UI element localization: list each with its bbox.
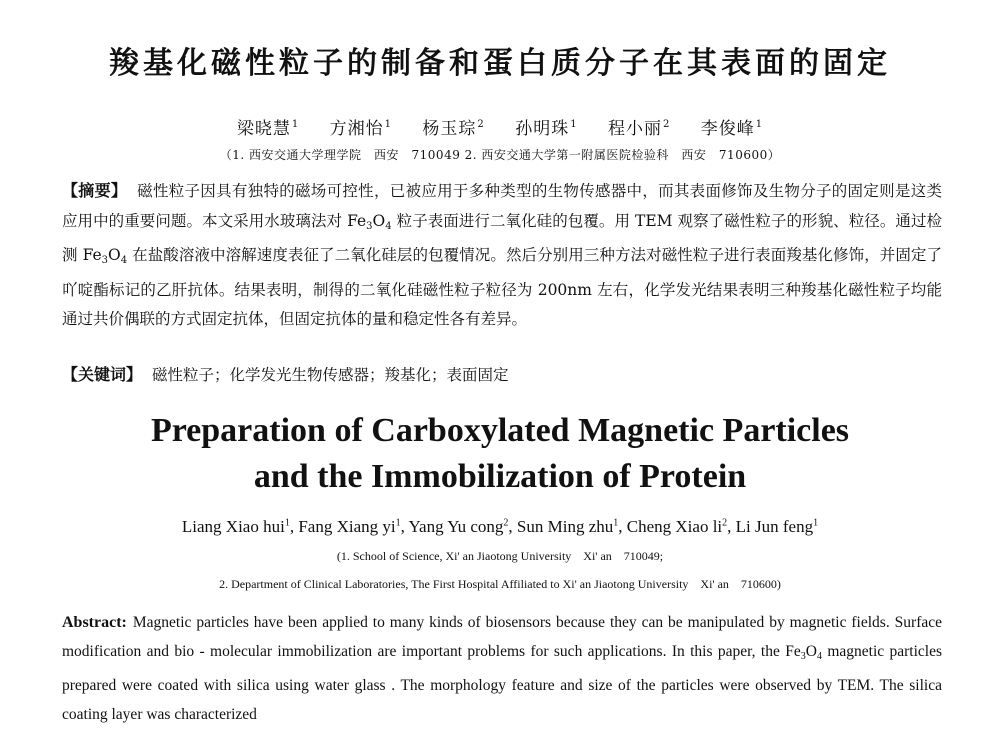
english-abstract xyxy=(62,608,942,729)
en-abstract-text: Magnetic particles have been applied to many kinds of biosensors because they can be manipulated by magnetic fields. Surface modification and bio - molecular immobilization are important problems for such applications. In this paper, the $Fe_3O_4$ magnetic particles prepared were coated with silica using water glass . The morphology feature and size of the particles were observed by TEM. The silica coating layer was characterized xyxy=(62,614,943,723)
en-author-2: Fang Xiang $yi^1$ xyxy=(298,517,401,536)
cn-abstract-text: 磁性粒子因具有独特的磁场可控性，已被应用于多种类型的生物传感器中，而其表面修饰及生物分子的固定则是这类应用中的重要问题。本文采用水玻璃法对 $Fe_3O_4$ 粒子表面进行二氧化硅的包覆。用 TEM 观察了磁性粒子的形貌、粒径。通过检测 $Fe_3O_4$ 在盐酸溶液中溶解速度表征了二氧化硅层的包覆情况。然后分别用三种方法对磁性粒子进行表面羧基化修饰，并固定了吖啶酯标记的乙肝抗体。结果表明，制得的二氧化硅磁性粒子粒径为 200nm 左右，化学发光结果表明三种羧基化磁性粒子均能通过共价偶联的方式固定抗体，但固定抗体的量和稳定性各有差异。 xyxy=(62,182,943,329)
chinese-abstract xyxy=(62,176,942,335)
en-abstract-label: Abstract: xyxy=(62,614,127,631)
en-author-5: Cheng Xiao $li^2$ xyxy=(626,517,728,536)
en-author-4: Sun Ming zhu$^1$ xyxy=(516,517,619,536)
cn-author-1: 梁晓慧$^1$ xyxy=(236,119,300,139)
english-authors: Liang Xiao hui$^1$, Fang Xiang $yi^1$, Yang Yu cong$^2$, Sun Ming zhu$^1$, Cheng Xiao $li^2$, Li Jun feng$^1$ xyxy=(181,517,819,536)
english-title-line-1: Preparation of Carboxylated Magnetic Particles xyxy=(150,412,850,449)
english-affiliation-1: (1. School of Science, Xi' an Jiaotong University Xi' an 710049; xyxy=(336,549,664,563)
cn-author-2: 方湘怡$^1$ xyxy=(329,119,393,139)
english-affiliation-2: 2. Department of Clinical Laboratories, The First Hospital Affiliated to Xi' an Jiaotong University Xi' an 710600) xyxy=(219,577,781,591)
en-author-1: Liang Xiao hui$^1$ xyxy=(181,517,290,536)
en-author-6: Li Jun feng$^1$ xyxy=(735,517,819,536)
chinese-keywords xyxy=(62,362,942,385)
cn-author-4: 孙明珠$^1$ xyxy=(515,119,578,139)
english-title xyxy=(0,408,1000,500)
cn-keywords-label: 【关键词】 xyxy=(62,365,143,384)
cn-author-6: 李俊峰$^1$ xyxy=(700,119,764,139)
english-title-line-2: and the Immobilization of Protein xyxy=(253,458,747,495)
cn-author-5: 程小丽$^2$ xyxy=(607,119,671,139)
cn-author-3: 杨玉琮$^2$ xyxy=(422,119,485,139)
chinese-affiliation: （1. 西安交通大学理学院 西安 710049 2. 西安交通大学第一附属医院检验科 西安 710600） xyxy=(219,148,781,162)
chinese-authors xyxy=(0,114,1000,139)
cn-abstract-label: 【摘要】 xyxy=(62,181,128,200)
cn-keywords-text: 磁性粒子；化学发光生物传感器；羧基化；表面固定 xyxy=(152,366,509,384)
chinese-title: 羧基化磁性粒子的制备和蛋白质分子在其表面的固定 xyxy=(109,46,891,81)
en-author-3: Yang Yu cong$^2$ xyxy=(408,517,509,536)
